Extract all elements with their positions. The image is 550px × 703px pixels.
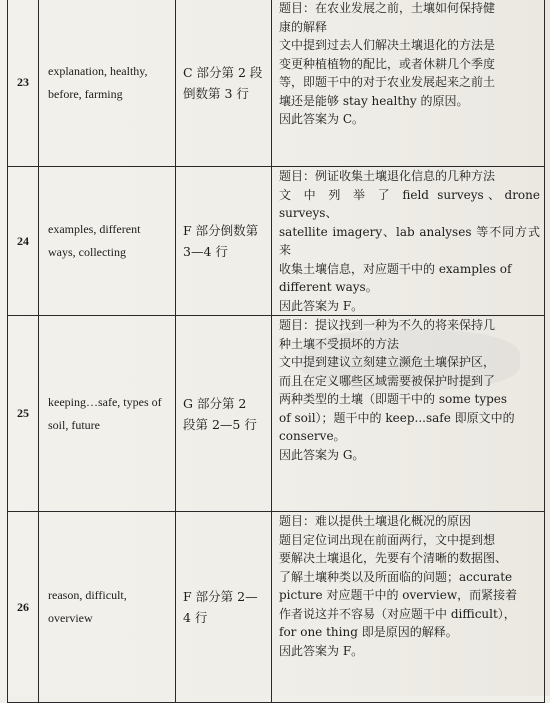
explanation-cell [272,0,545,167]
explanation-line: 而且在定义哪些区域需要被保护时提到了 [279,373,496,388]
explanation-line: 文 中 列 举 了 field surveys、drone surveys、 [279,187,540,220]
explanation-line: 种土壤不受损坏的方法 [279,336,400,351]
location-cell [176,167,272,316]
explanation-line: 题目：提议找到一种为不久的将来保持几 [279,318,496,332]
explanation-line: picture 对应题干中的 overview，而紧接着 [279,588,518,602]
explanation-line: 文中提到过去人们解决土壤退化的方法是 [279,38,496,52]
explanation-line: of soil）；题干中的 keep...safe 即原文中的 [279,410,515,425]
explanation-line: conserve。 [279,429,346,443]
keywords-cell [39,0,176,167]
explanation-line: 收集土壤信息，对应题干中的 examples of [279,261,512,276]
answer-line: 因此答案为 G。 [279,447,365,462]
explanation-line: 作者说这并不容易（对应题干中 difficult）， [279,606,516,621]
explanation-line: 题目：例证收集土壤退化信息的几种方法 [279,169,496,183]
question-number: 24 [8,167,39,316]
explanation-cell [272,167,545,316]
location-line: 段第 2—5 行 [183,416,257,432]
explanation-line: for one thing 即是原因的解释。 [279,625,458,639]
location-line: 倒数第 3 行 [183,85,249,101]
answer-line: 因此答案为 F。 [279,643,364,658]
table-row [8,0,545,167]
location-line: G 部分第 2 [183,395,247,411]
location-line: F 部分第 2— [183,589,258,604]
keywords-line: ways, collecting [48,245,126,259]
explanation-line: 文中提到建议立刻建立濒危土壤保护区， [279,355,496,369]
location-line: 4 行 [183,610,208,625]
question-number: 25 [8,316,39,512]
table-row [8,512,545,703]
keywords-cell [39,167,176,316]
location-line: C 部分第 2 段 [183,64,263,80]
keywords-line: soil, future [48,417,100,432]
keywords-line: reason, difficult, [48,588,127,602]
explanation-line: 要解决土壤退化，先要有个清晰的数据图、 [279,551,508,565]
table-row [8,316,545,512]
explanation-line: 题目：难以提供土壤退化概况的原因 [279,514,472,528]
explanation-line: 壤还是能够 stay healthy 的原因。 [279,93,469,108]
explanation-cell [272,512,545,703]
keywords-cell [39,512,176,703]
location-line: 3—4 行 [183,244,228,259]
explanation-line: 了解土壤种类以及所面临的问题；accurate [279,569,513,584]
answer-line: 因此答案为 C。 [279,112,364,126]
keywords-line: overview [48,611,93,625]
question-number: 23 [8,0,39,167]
location-cell [176,512,272,703]
explanation-line: 题目：在农业发展之前，土壤如何保持健 [279,1,496,15]
location-line: F 部分倒数第 [183,223,259,238]
keywords-line: keeping…safe, types of [48,394,162,409]
explanation-line: different ways。 [279,280,378,294]
explanation-line: 变更种植植物的配比，或者休耕几个季度 [279,56,496,71]
question-number: 26 [8,512,39,703]
keywords-line: examples, different [48,222,141,236]
answer-explanation-table [7,0,545,703]
keywords-line: before, farming [48,86,123,101]
table-row [8,167,545,316]
location-cell [176,316,272,512]
explanation-cell [272,316,545,512]
explanation-line: 题目定位词出现在前面两行，文中提到想 [279,532,496,547]
location-cell [176,0,272,167]
explanation-line: satellite imagery、lab analyses 等不同方式来 [279,224,540,257]
answer-line: 因此答案为 F。 [279,298,364,313]
explanation-line: 康的解释 [279,19,328,34]
keywords-cell [39,316,176,512]
keywords-line: explanation, healthy, [48,63,148,78]
explanation-line: 等，即题干中的对于农业发展起来之前土 [279,75,496,89]
explanation-line: 两种类型的土壤（即题干中的 some types [279,392,508,406]
